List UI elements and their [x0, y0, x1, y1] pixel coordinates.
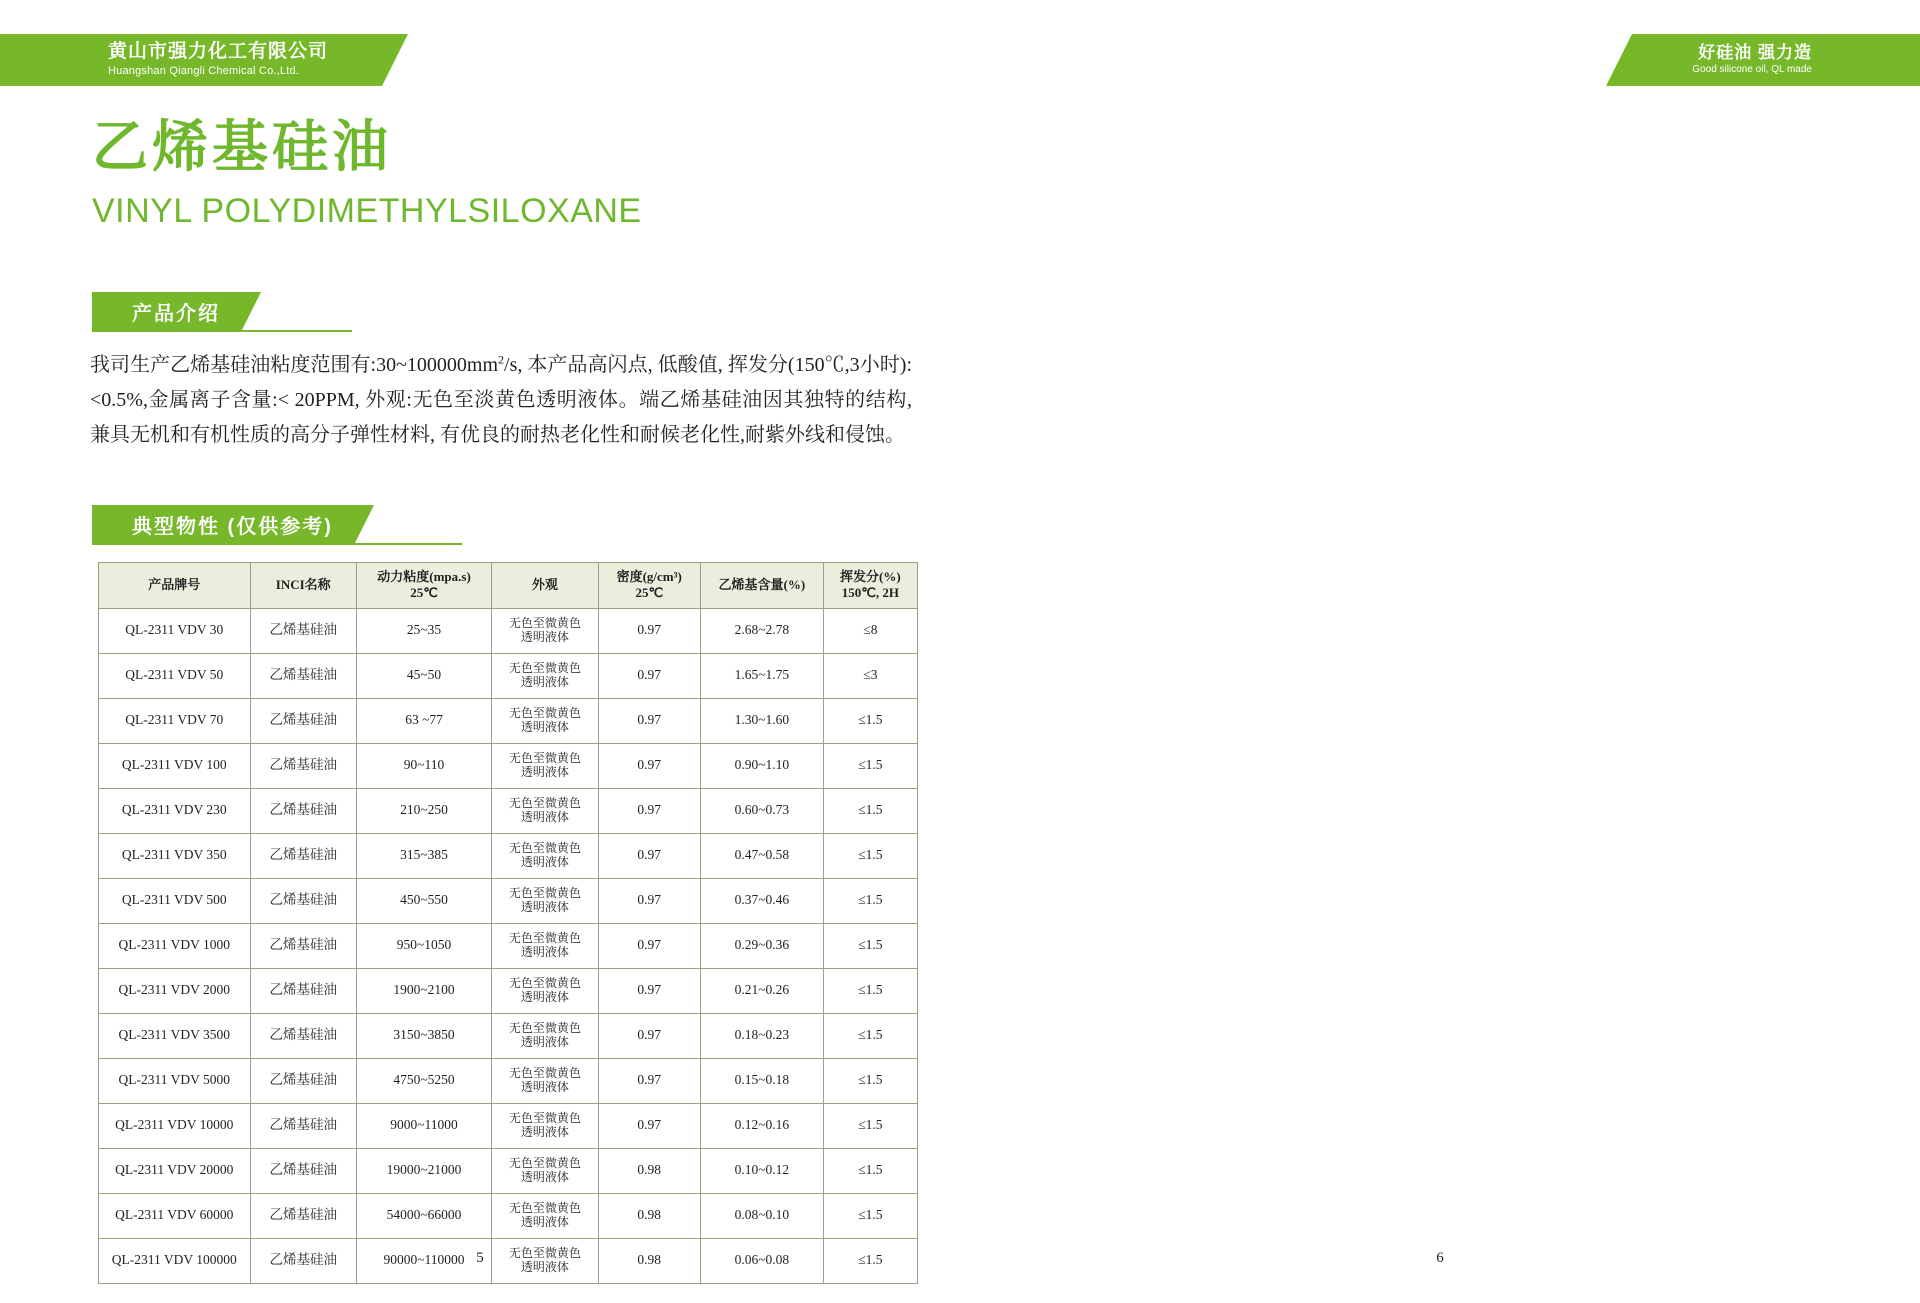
- column-header-viscosity-line2: 25℃: [410, 585, 438, 601]
- cell-appearance: 无色至微黄色 透明液体: [492, 653, 598, 698]
- cell-density: 0.97: [598, 698, 700, 743]
- cell-volatiles: ≤1.5: [823, 1013, 917, 1058]
- table-row: [99, 833, 918, 878]
- cell-volatiles: ≤1.5: [823, 698, 917, 743]
- right-page: [960, 0, 1920, 1303]
- cell-viscosity: 950~1050: [356, 923, 491, 968]
- cell-inci: 乙烯基硅油: [250, 1058, 356, 1103]
- cell-grade: QL-2311 VDV 3500: [99, 1013, 251, 1058]
- column-header-vinyl-content: [700, 563, 823, 609]
- column-header-viscosity: [356, 563, 491, 609]
- table-row: [99, 923, 918, 968]
- cell-volatiles: ≤1.5: [823, 968, 917, 1013]
- table-row: [99, 968, 918, 1013]
- cell-appearance: 无色至微黄色 透明液体: [492, 743, 598, 788]
- cell-density: 0.97: [598, 788, 700, 833]
- cell-vinyl-content: 0.21~0.26: [700, 968, 823, 1013]
- cell-inci: 乙烯基硅油: [250, 878, 356, 923]
- column-header-density-line1: 密度(g/cm³): [616, 569, 682, 584]
- cell-grade: QL-2311 VDV 60000: [99, 1193, 251, 1238]
- cell-density: 0.98: [598, 1148, 700, 1193]
- cell-volatiles: ≤1.5: [823, 1103, 917, 1148]
- cell-viscosity: 450~550: [356, 878, 491, 923]
- intro-superscript: 2: [498, 352, 505, 367]
- cell-density: 0.98: [598, 1193, 700, 1238]
- cell-appearance: 无色至微黄色 透明液体: [492, 878, 598, 923]
- company-name-en: Huangshan Qiangli Chemical Co.,Ltd.: [108, 64, 300, 77]
- column-header-inci: [250, 563, 356, 609]
- table-row: [99, 653, 918, 698]
- cell-vinyl-content: 0.15~0.18: [700, 1058, 823, 1103]
- cell-volatiles: ≤1.5: [823, 878, 917, 923]
- cell-volatiles: ≤1.5: [823, 1193, 917, 1238]
- cell-grade: QL-2311 VDV 350: [99, 833, 251, 878]
- cell-viscosity: 54000~66000: [356, 1193, 491, 1238]
- cell-volatiles: ≤1.5: [823, 788, 917, 833]
- cell-appearance: 无色至微黄色 透明液体: [492, 1238, 598, 1283]
- column-header-grade-line1: 产品牌号: [148, 577, 201, 593]
- cell-appearance: 无色至微黄色 透明液体: [492, 1013, 598, 1058]
- cell-density: 0.97: [598, 968, 700, 1013]
- cell-viscosity: 45~50: [356, 653, 491, 698]
- column-header-vinyl-line1: 乙烯基含量(%): [718, 577, 806, 593]
- table-row: [99, 743, 918, 788]
- cell-density: 0.97: [598, 878, 700, 923]
- cell-inci: 乙烯基硅油: [250, 1013, 356, 1058]
- cell-appearance: 无色至微黄色 透明液体: [492, 788, 598, 833]
- cell-density: 0.97: [598, 608, 700, 653]
- cell-appearance: 无色至微黄色 透明液体: [492, 1148, 598, 1193]
- product-intro-text: [90, 348, 912, 453]
- cell-viscosity: 90~110: [356, 743, 491, 788]
- cell-inci: 乙烯基硅油: [250, 608, 356, 653]
- cell-appearance: 无色至微黄色 透明液体: [492, 1058, 598, 1103]
- cell-inci: 乙烯基硅油: [250, 788, 356, 833]
- section-tag-typical-properties: 典型物性 (仅供参考): [92, 505, 355, 543]
- cell-vinyl-content: 1.65~1.75: [700, 653, 823, 698]
- cell-vinyl-content: 0.37~0.46: [700, 878, 823, 923]
- cell-grade: QL-2311 VDV 5000: [99, 1058, 251, 1103]
- cell-vinyl-content: 0.10~0.12: [700, 1148, 823, 1193]
- cell-density: 0.97: [598, 1103, 700, 1148]
- column-header-appearance: [492, 563, 598, 609]
- table-header-row: [99, 563, 918, 609]
- cell-density: 0.97: [598, 833, 700, 878]
- cell-density: 0.97: [598, 1058, 700, 1103]
- cell-inci: 乙烯基硅油: [250, 653, 356, 698]
- cell-appearance: 无色至微黄色 透明液体: [492, 698, 598, 743]
- cell-inci: 乙烯基硅油: [250, 698, 356, 743]
- column-header-density: [598, 563, 700, 609]
- cell-vinyl-content: 0.08~0.10: [700, 1193, 823, 1238]
- table-row: [99, 1013, 918, 1058]
- cell-viscosity: 90000~110000: [356, 1238, 491, 1283]
- cell-grade: QL-2311 VDV 1000: [99, 923, 251, 968]
- slogan-en: Good silicone oil, QL made: [1692, 64, 1812, 76]
- cell-inci: 乙烯基硅油: [250, 968, 356, 1013]
- product-title-cn: 乙烯基硅油: [92, 115, 392, 178]
- cell-viscosity: 19000~21000: [356, 1148, 491, 1193]
- table-row: [99, 878, 918, 923]
- cell-inci: 乙烯基硅油: [250, 833, 356, 878]
- cell-volatiles: ≤1.5: [823, 923, 917, 968]
- cell-inci: 乙烯基硅油: [250, 1103, 356, 1148]
- cell-grade: QL-2311 VDV 30: [99, 608, 251, 653]
- table-row: [99, 608, 918, 653]
- cell-density: 0.97: [598, 1013, 700, 1058]
- company-brand-banner: [0, 34, 382, 86]
- cell-viscosity: 9000~11000: [356, 1103, 491, 1148]
- column-header-volatiles-line1: 挥发分(%): [840, 569, 901, 584]
- table-row: [99, 1193, 918, 1238]
- cell-appearance: 无色至微黄色 透明液体: [492, 968, 598, 1013]
- intro-text-part1: 我司生产乙烯基硅油粘度范围有:30~100000mm: [90, 354, 499, 376]
- slogan-banner: [1632, 34, 1920, 86]
- page-number-left: 5: [476, 1250, 484, 1266]
- column-header-inci-line1: INCI名称: [275, 577, 331, 593]
- typical-properties-table: [98, 562, 918, 1284]
- column-header-volatiles-line2: 150℃, 2H: [841, 585, 899, 601]
- cell-grade: QL-2311 VDV 50: [99, 653, 251, 698]
- company-name-cn: 黄山市强力化工有限公司: [108, 40, 329, 62]
- cell-appearance: 无色至微黄色 透明液体: [492, 923, 598, 968]
- column-header-volatiles: [823, 563, 917, 609]
- cell-inci: 乙烯基硅油: [250, 923, 356, 968]
- cell-grade: QL-2311 VDV 500: [99, 878, 251, 923]
- cell-grade: QL-2311 VDV 20000: [99, 1148, 251, 1193]
- table-row: [99, 1103, 918, 1148]
- cell-density: 0.97: [598, 653, 700, 698]
- cell-viscosity: 1900~2100: [356, 968, 491, 1013]
- cell-vinyl-content: 1.30~1.60: [700, 698, 823, 743]
- cell-volatiles: ≤8: [823, 608, 917, 653]
- cell-density: 0.97: [598, 743, 700, 788]
- cell-vinyl-content: 0.60~0.73: [700, 788, 823, 833]
- cell-viscosity: 4750~5250: [356, 1058, 491, 1103]
- cell-viscosity: 315~385: [356, 833, 491, 878]
- cell-vinyl-content: 0.47~0.58: [700, 833, 823, 878]
- cell-vinyl-content: 0.90~1.10: [700, 743, 823, 788]
- cell-grade: QL-2311 VDV 10000: [99, 1103, 251, 1148]
- section-underline-properties: [92, 543, 462, 545]
- column-header-density-line2: 25℃: [635, 585, 664, 601]
- cell-density: 0.97: [598, 923, 700, 968]
- cell-viscosity: 210~250: [356, 788, 491, 833]
- cell-inci: 乙烯基硅油: [250, 1193, 356, 1238]
- cell-density: 0.98: [598, 1238, 700, 1283]
- cell-vinyl-content: 0.29~0.36: [700, 923, 823, 968]
- cell-volatiles: ≤1.5: [823, 833, 917, 878]
- cell-viscosity: 25~35: [356, 608, 491, 653]
- cell-grade: QL-2311 VDV 230: [99, 788, 251, 833]
- table-row: [99, 698, 918, 743]
- product-title-en: VINYL POLYDIMETHYLSILOXANE: [92, 192, 642, 230]
- slogan-cn: 好硅油 强力造: [1698, 42, 1812, 62]
- cell-vinyl-content: 2.68~2.78: [700, 608, 823, 653]
- table-body: [99, 608, 918, 1283]
- table-row: [99, 1148, 918, 1193]
- cell-appearance: 无色至微黄色 透明液体: [492, 608, 598, 653]
- cell-volatiles: ≤1.5: [823, 1238, 917, 1283]
- column-header-viscosity-line1: 动力粘度(mpa.s): [377, 569, 471, 584]
- cell-appearance: 无色至微黄色 透明液体: [492, 1103, 598, 1148]
- page-number-right: 6: [1436, 1250, 1444, 1266]
- cell-grade: QL-2311 VDV 2000: [99, 968, 251, 1013]
- cell-inci: 乙烯基硅油: [250, 1148, 356, 1193]
- cell-appearance: 无色至微黄色 透明液体: [492, 1193, 598, 1238]
- cell-volatiles: ≤1.5: [823, 1058, 917, 1103]
- cell-vinyl-content: 0.12~0.16: [700, 1103, 823, 1148]
- intro-text-part2: /s, 本产品高闪点, 低酸值, 挥发分(150℃,3小时):<0.5%,金属离子含量:< 20PPM, 外观:无色至淡黄色透明液体。端乙烯基硅油因其独特的结构, 兼具无机和有机性质的高分子弹性材料, 有优良的耐热老化性和耐候老化性,耐紫外线和侵蚀。: [90, 354, 913, 446]
- section-underline-intro: [92, 330, 352, 332]
- table-row: [99, 788, 918, 833]
- cell-volatiles: ≤1.5: [823, 1148, 917, 1193]
- cell-vinyl-content: 0.06~0.08: [700, 1238, 823, 1283]
- cell-volatiles: ≤3: [823, 653, 917, 698]
- cell-volatiles: ≤1.5: [823, 743, 917, 788]
- cell-grade: QL-2311 VDV 70: [99, 698, 251, 743]
- cell-grade: QL-2311 VDV 100: [99, 743, 251, 788]
- cell-grade: QL-2311 VDV 100000: [99, 1238, 251, 1283]
- column-header-appearance-line1: 外观: [531, 577, 558, 593]
- section-tag-product-intro: 产品介绍: [92, 292, 242, 330]
- cell-inci: 乙烯基硅油: [250, 743, 356, 788]
- cell-appearance: 无色至微黄色 透明液体: [492, 833, 598, 878]
- cell-inci: 乙烯基硅油: [250, 1238, 356, 1283]
- cell-viscosity: 63 ~77: [356, 698, 491, 743]
- cell-vinyl-content: 0.18~0.23: [700, 1013, 823, 1058]
- cell-viscosity: 3150~3850: [356, 1013, 491, 1058]
- table-row: [99, 1058, 918, 1103]
- column-header-grade: [99, 563, 251, 609]
